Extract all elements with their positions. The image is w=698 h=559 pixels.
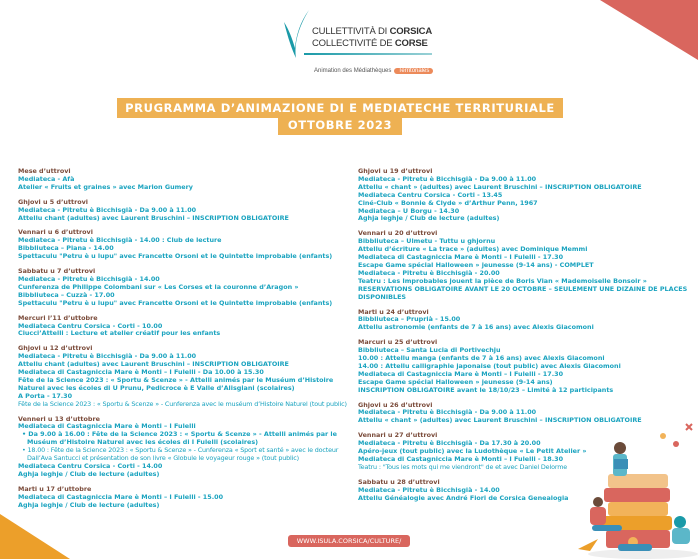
event-day [358,168,688,223]
event-line: Ciucci’Attelli : Lecture et atelier créatif pour les enfants [18,329,221,338]
event-bullet-line: • 18.00 : Fête de la Science 2023 : « Sportu & Scenze » - Cunferenza « Sport et santé » avec le docteur Dall’Ava Santucci et présentation de son livre « Globule le voyageur rouge » (tout public) [22,446,339,463]
event-line: Fête de la Science 2023 : « Sportu & Scenze » - Attelli animés par le Muséum d’Histoire Naturel avec les écoles di U Prunu, Pedicroce è E Valle d’Alisgiani (scolaires) [18,375,334,392]
event-day-title: Sabbatu u 7 d’uttrovi [18,267,96,276]
event-day-title: Ghjovi u 19 d’uttrovi [358,167,433,175]
event-line: Mediateca - Pitretu è Bicchisgià - Da 9.00 à 11.00 [18,352,197,361]
event-line: Atelier « Fruits et graines » avec Marion Gumery [18,182,193,191]
event-line: Attellu « chant » (adultes) avec Laurent Bruschini – INSCRIPTION OBLIGATOIRE [358,182,642,191]
event-line: Mediateca di Castagniccia Mare è Monti – I Fulelli - Da 10.00 à 15.30 [18,368,264,377]
logo-text-corsican: CULLETTIVITÀ DI CORSICA [312,26,432,37]
event-day-title: Vennari u 6 d’uttrovi [18,228,93,237]
event-line: Mediateca - Afà [18,174,75,183]
left-column-events [18,168,348,517]
decorative-corner-bottom-left [0,514,70,559]
event-line: Mediateca di Castagniccia Mare è Monti – I Fulelli - 17.30 [358,369,564,378]
decorative-corner-top-right [600,0,698,60]
event-bullet-line: • Da 9.00 à 16.00 : Fête de la Science 2023 : « Sportu & Scenze » - Attelli animés par le Muséum d’Histoire Naturel avec les écoles di I Fulelli (scolaires) [22,430,337,447]
event-day [358,339,688,394]
event-line: Escape Game spécial Halloween » jeunesse (9-14 ans) - COMPLET [358,260,594,269]
event-day-title: Vennari u 27 d’uttrovi [358,431,438,440]
website-link[interactable]: WWW.ISULA.CORSICA/CULTURE/ [288,535,410,547]
event-day [18,268,348,308]
page-title: PRUGRAMMA D’ANIMAZIONE DI E MEDIATECHE TERRITURIALE [117,98,563,118]
event-line: Mediateca - Pitretu è Bicchisgià - Da 9.00 à 11.00 [18,205,197,214]
event-line: Mediateca – U Borgu - 14.30 [358,206,460,215]
event-line: Bibbliuteca – Cuzzà - 17.00 [18,290,115,299]
event-day-title: Ghjovi u 12 d’uttrovi [18,344,93,353]
event-line: Bibbliuteca – Santa Lucia di Portivechju [358,346,501,355]
event-line: Mediateca - Pitretu è Bicchisgià - 14.00 [358,485,500,494]
event-line: Mediateca - Pitretu è Bicchisgià - 14.00 [18,274,160,283]
event-line: RESERVATIONS OBLIGATOIRE AVANT LE 20 OCTOBRE – SEULEMENT UNE DIZAINE DE PLACES DISPONIBLES [358,284,688,301]
event-line: Aghja leghje / Club de lecture (adultes) [358,214,500,223]
event-line: Teatru : "Tous les mots qui me viendront" de et avec Daniel Delorme [358,462,568,471]
event-line: Mediateca - Pitretu è Bicchisgià - Da 17.30 à 20.00 [358,439,541,448]
event-line: Bibbliuteca – Ulmetu - Tuttu u ghjornu [358,237,496,246]
event-line: INSCRIPTION OBLIGATOIRE avant le 18/10/23 – Limité à 12 participants [358,385,614,394]
event-day [18,229,348,261]
event-line: Escape Game spécial Halloween » jeunesse (9-14 ans) [358,377,553,386]
event-day [358,230,688,301]
event-day-title: Marti u 24 d’uttrovi [358,307,429,316]
event-line: Apéro-jeux (tout public) avec la Ludothèque « Le Petit Atelier » [358,447,587,456]
event-day [358,309,688,333]
event-line: Mediateca di Castagniccia Mare è Monti – I Fulelli - 18.30 [358,455,564,463]
event-line: Attellu chant (adultes) avec Laurent Bruschini – INSCRIPTION OBLIGATOIRE [18,360,289,369]
reading-people-books-illustration [568,414,698,559]
event-line: Spettaculu "Petru è u lupu" avec Francette Orsoni et le Quintette improbable (enfants) [18,298,333,307]
event-day-title: Marcuri u 25 d’uttrovi [358,338,438,347]
event-day-title: Venneri u 13 d’uttobre [18,414,100,423]
event-day [18,345,348,408]
page-subtitle-month: OTTOBRE 2023 [278,117,402,135]
event-line: 10.00 : Attellu manga (enfants de 7 à 16 ans) avec Alexis Giacomoni [358,354,605,363]
collectivite-de-corse-logo [282,8,432,80]
event-line: Mediateca di Castagniccia Mare è Monti – I Fulelli - 17.30 [358,253,564,262]
logo-mediatheques: Animation des Médiathèques Territoriales [314,68,433,74]
event-line: Mediateca Centru Corsica - Corti - 13.45 [358,190,503,199]
event-line: Mediateca - Pitretu è Bicchisgià - 14.00 : Club de lecture [18,236,222,245]
event-day-title: Mese d’uttrovi [18,167,71,175]
event-day-title: Marti u 17 d’uttobre [18,484,92,493]
event-line: Fête de la Science 2023 : « Sportu & Scenze » - Cunferenza avec le muséum d’Histoire Naturel (tout public) [18,399,347,408]
event-day-title: Sabbatu u 28 d’uttrovi [358,477,440,486]
event-day-title: Vennari u 20 d’uttrovi [358,229,438,238]
event-line: Aghja leghje / Club de lecture (adultes) [18,500,160,509]
event-line: Attellu « chant » (adultes) avec Laurent Bruschini – INSCRIPTION OBLIGATOIRE [358,416,642,425]
event-day [18,315,348,339]
event-line: Mediateca - Pitretu è Bicchisgià - Da 9.00 à 11.00 [358,408,537,417]
event-line: Mediateca di Castagniccia Mare è Monti – I Fulelli - 15.00 [18,492,224,501]
event-day [18,199,348,223]
event-line: Mediateca di Castagniccia Mare è Monti – I Fulelli [18,422,196,431]
event-line: 14.00 : Attellu calligraphie japonaise (tout public) avec Alexis Giacomoni [358,361,621,370]
event-line: Mediateca - Pitretu è Bicchisgià - Da 9.00 à 11.00 [358,174,537,183]
event-day [18,168,348,192]
event-line: Spettaculu "Petru è u lupu" avec Francette Orsoni et le Quintette improbable (enfants) [18,252,333,261]
event-line: Mediateca Centru Corsica - Corti - 10.00 [18,321,163,330]
event-line: Aghja leghje / Club de lecture (adultes) [18,469,160,478]
event-line: Cunferenza de Philippe Colombani sur « Les Corses et la couronne d’Aragon » [18,282,299,291]
logo-text-french: COLLECTIVITÉ DE CORSE [312,38,428,49]
event-line: Mediateca - Pitretu è Bicchisgià - 20.00 [358,268,500,277]
event-day-title: Ghjovi u 5 d’uttrovi [18,197,88,206]
event-line: Attellu chant (adultes) avec Laurent Bruschini – INSCRIPTION OBLIGATOIRE [18,213,289,222]
event-line: Attellu astronomie (enfants de 7 à 16 ans) avec Alexis Giacomoni [358,323,594,332]
event-day [18,416,348,479]
event-line: A Porta - 17.30 [18,391,73,400]
event-day-title: Ghjovi u 26 d’uttrovi [358,400,433,409]
event-line: Mediateca Centru Corsica - Corti - 14.00 [18,462,163,470]
logo-underline [304,53,432,55]
event-day-title: Mercuri l’11 d’uttobre [18,313,98,322]
event-day [18,486,348,510]
event-line: Bibbliuteca – Piana - 14.00 [18,244,114,253]
event-line: Bibbliuteca – Pruprià - 15.00 [358,315,461,324]
event-line: Ciné-Club « Bonnie & Clyde » d’Arthur Penn, 1967 [358,198,538,207]
event-line: Attellu Généalogie avec André Fiori de Corsica Genealogia [358,493,569,502]
event-line: Teatru : Les Improbables jouent la pièce de Boris Vian « Mademoiselle Bonsoir » [358,276,647,285]
event-line: Attellu d’écriture « La trace » (adultes) avec Dominique Memmi [358,245,588,254]
